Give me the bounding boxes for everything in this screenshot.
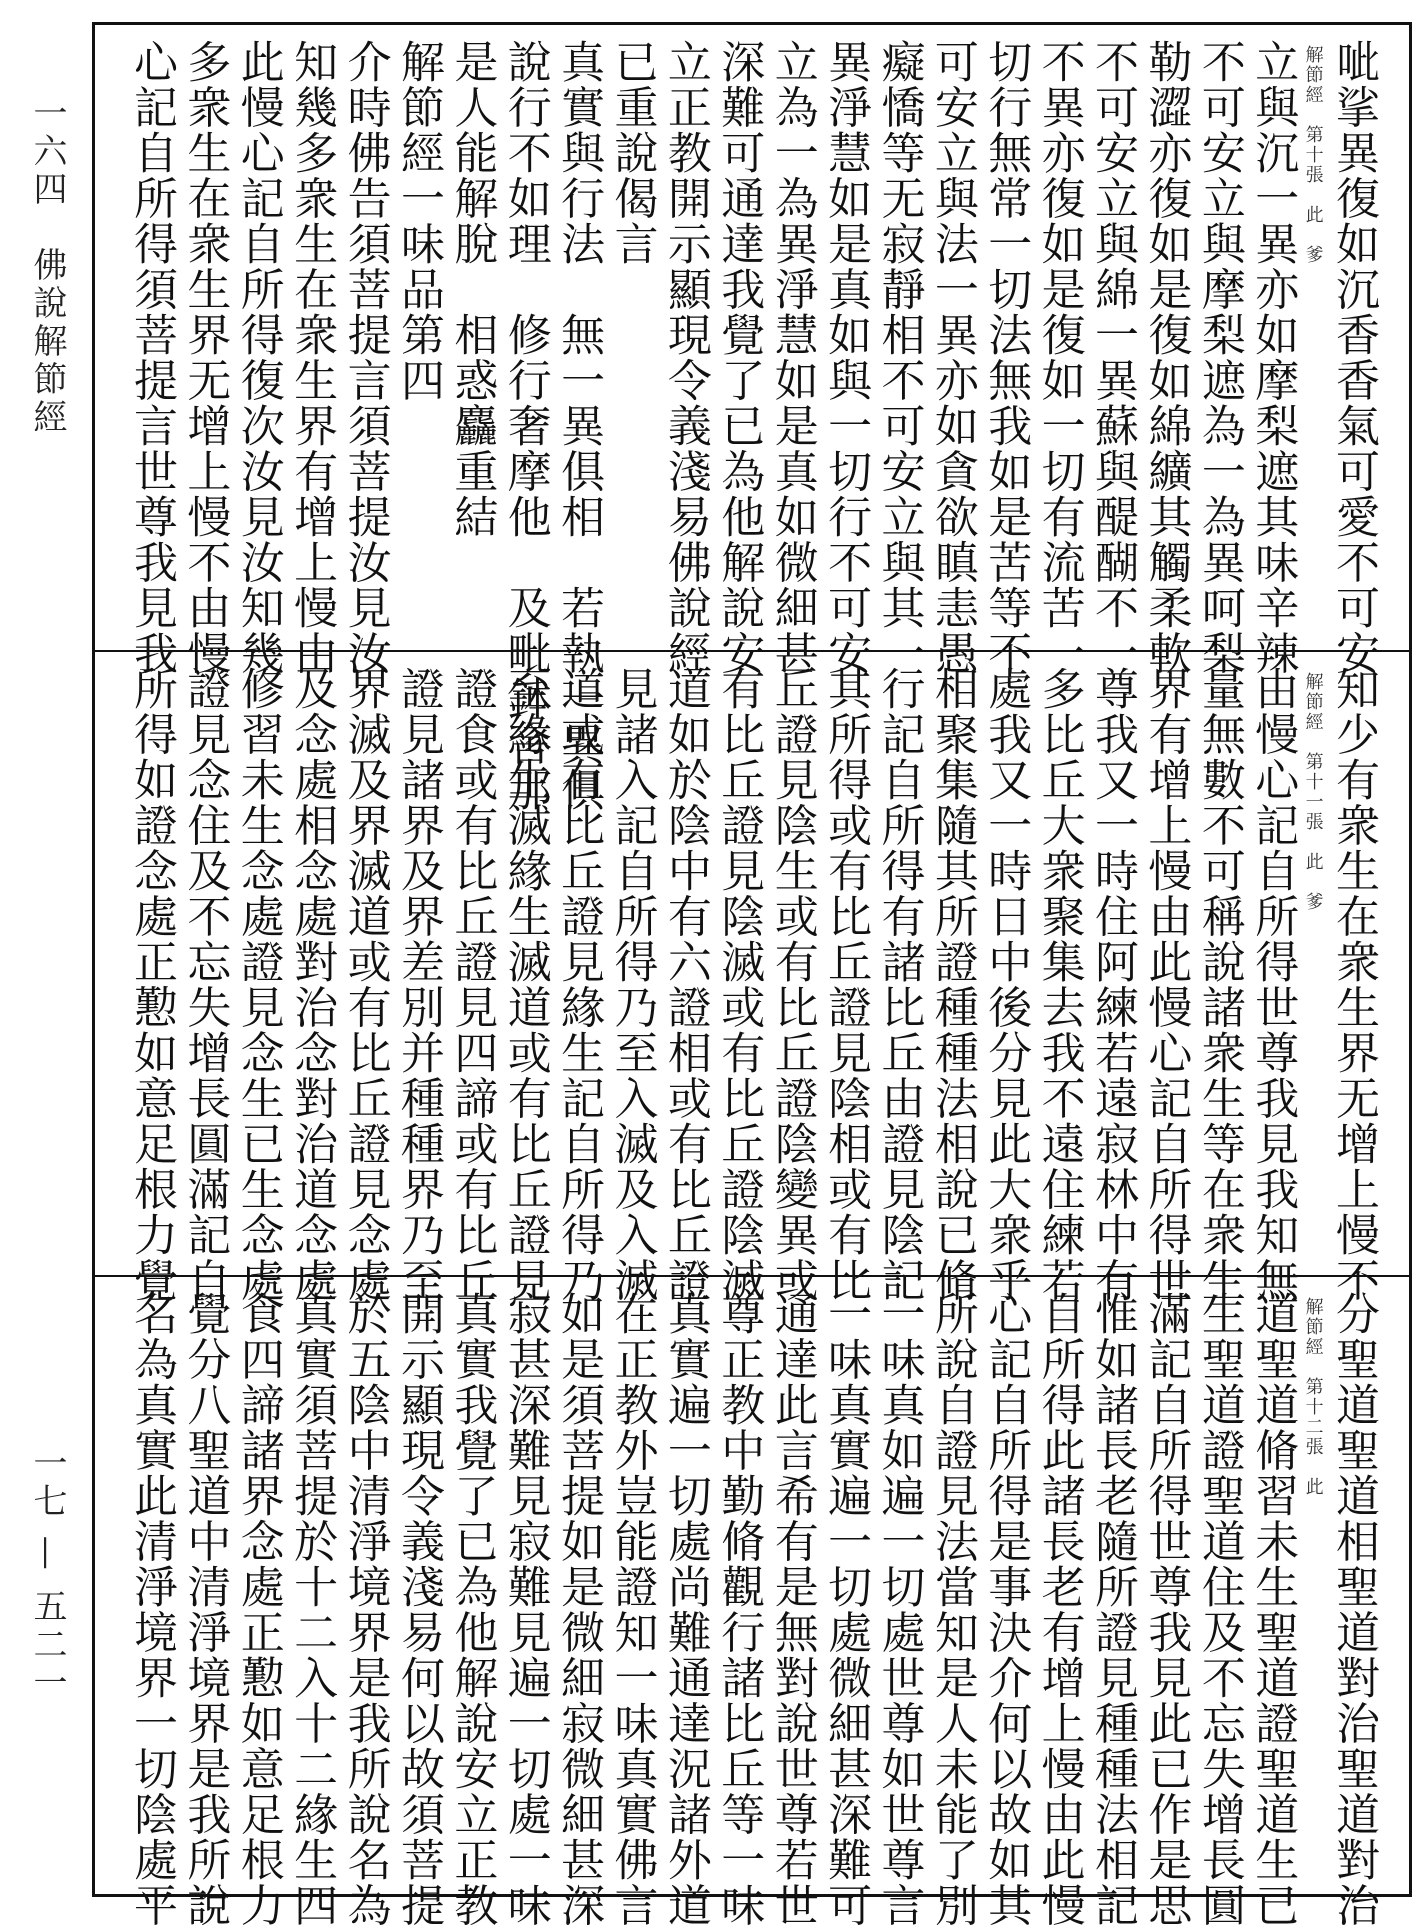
text-column: 道如於陰中有六證相或有比丘證 (659, 666, 711, 1303)
text-column: 惟如諸長老隨所證見種種法相記 (1087, 1291, 1139, 1928)
text-columns (126, 666, 1379, 1303)
text-column: 呲挲異復如沉香香氣可愛不可安 (1327, 39, 1379, 676)
text-column: 寂甚深難見寂難見遍一切處一味 (499, 1291, 551, 1928)
text-column: 多比丘大衆聚集去我不遠住練若 (1033, 666, 1085, 1303)
text-column: 行記自所得有諸比丘由證見陰記 (873, 666, 925, 1303)
text-column: 心記自所得是事決介何以故如其 (980, 1291, 1032, 1928)
text-column: 可安立與法一異亦如貪欲瞋恚愚 (926, 39, 978, 676)
text-column: 生聖道證聖道住及不忘失增長圓 (1193, 1291, 1245, 1928)
text-columns (126, 1291, 1379, 1928)
left-margin-title: 一六四 佛說解節經 (27, 95, 67, 437)
text-column: 修習未生念處證見念生已生念處 (232, 666, 284, 1303)
text-column: 知少有衆生在衆生界无增上慢不 (1327, 666, 1379, 1303)
text-column: 此慢心記自所得復次汝見汝知幾 (232, 39, 284, 676)
text-column: 證見諸界及界差別并種種界乃至 (392, 666, 444, 1303)
text-column: 通達此言希有是無對說世尊若世 (766, 1291, 818, 1928)
text-column: 癡憍等无寂靜相不可安立與其一 (873, 39, 925, 676)
text-column: 開示顯現令義淺易何以故須菩提 (392, 1291, 444, 1928)
text-column: 如是須菩提如是微細寂微細甚深 (553, 1291, 605, 1928)
text-column: 滿記自所得世尊我見此已作是思 (1140, 1291, 1192, 1928)
text-column: 立為一為異淨慧如是真如微細甚 (766, 39, 818, 676)
text-column: 其所得或有比丘證見陰相或有比 (820, 666, 872, 1303)
text-column: 勒澀亦復如是復如綿纊其觸柔軟 (1140, 39, 1192, 676)
text-column: 已重說偈言 (606, 39, 658, 267)
text-column: 及念處相念處對治念對治道念處 (286, 666, 338, 1303)
text-column: 真實與行法 無一異俱相 若執一異俱 (553, 39, 605, 813)
text-column: 介時佛告須菩提言須菩提汝見汝 (339, 39, 391, 676)
text-column: 由慢心記自所得世尊我見我知無 (1247, 666, 1299, 1303)
text-column: 道聖道脩習未生聖道證聖道生已 (1247, 1291, 1299, 1928)
text-column: 真實須菩提於十二入十二緣生四 (286, 1291, 338, 1928)
text-column: 證見念住及不忘失增長圓滿記自 (179, 666, 231, 1303)
text-column: 有比丘證見陰滅或有比丘證陰滅 (713, 666, 765, 1303)
text-column: 於五陰中清淨境界是我所說名為 (339, 1291, 391, 1928)
text-column: 界滅及界滅道或有比丘證見念處 (339, 666, 391, 1303)
text-column: 至緣生滅緣生滅道或有比丘證見 (499, 666, 551, 1303)
running-header: 解節經 第十一張 此 爹 (1302, 672, 1324, 912)
text-column: 在正教外豈能證知一味真實佛言 (606, 1291, 658, 1928)
text-column: 說行不如理 修行奢摩他 及毗鉢舍那 (499, 39, 551, 813)
panel-middle (95, 650, 1409, 1303)
text-column: 一味真實遍一切處微細甚深難可 (820, 1291, 872, 1928)
text-column: 切行無常一切法無我如是苦等不 (980, 39, 1032, 676)
text-column: 見諸入記自所得乃至入滅及入滅 (606, 666, 658, 1303)
left-margin-page-number: 一七 — 五二一 (27, 1445, 67, 1703)
text-column: 不異亦復如是復如一切有流苦一 (1033, 39, 1085, 676)
text-column: 道或有比丘證見緣生記自所得乃 (553, 666, 605, 1303)
text-column: 所得如證念處正懃如意足根力覺 (126, 666, 177, 1303)
text-column: 異淨慧如是真如與一切行不可安 (820, 39, 872, 676)
text-column: 知幾多衆生在衆生界有增上慢由 (286, 39, 338, 676)
text-column: 深難可通達我覺了已為他解說安 (713, 39, 765, 676)
text-column: 覺分八聖道中清淨境界是我所說 (179, 1291, 231, 1928)
panel-bottom (95, 1275, 1409, 1928)
running-header: 解節經 第十張 此 爹 (1302, 45, 1324, 265)
text-column: 立正教開示顯現令義淺易佛說經 (659, 39, 711, 676)
text-column: 處我又一時日中後分見此大衆乎 (980, 666, 1032, 1303)
text-column: 所說自證見法當知是人未能了別 (926, 1291, 978, 1928)
text-column: 心記自所得須菩提言世尊我見我 (126, 39, 177, 676)
text-column: 真實我覺了已為他解說安立正教 (446, 1291, 498, 1928)
text-column: 名為真實此清淨境界一切陰處平 (126, 1291, 177, 1928)
text-column: 分聖道聖道相聖道對治聖道對治 (1327, 1291, 1379, 1928)
text-column: 一味真如遍一切處世尊如世尊言 (873, 1291, 925, 1928)
text-column: 界有增上慢由此慢心記自所得世 (1140, 666, 1192, 1303)
text-column: 尊正教中勤脩觀行諸比丘等一味 (713, 1291, 765, 1928)
text-column: 相聚集隨其所證種種法相說已脩 (926, 666, 978, 1303)
text-column: 尊我又一時住阿練若遠寂林中有 (1087, 666, 1139, 1303)
text-column: 食四諦諸界念處正懃如意足根力 (232, 1291, 284, 1928)
text-column: 自所得此諸長老有增上慢由此慢 (1033, 1291, 1085, 1928)
running-header: 解節經 第十二張 此 (1302, 1297, 1324, 1497)
text-column: 是人能解脫 相惑麤重結 (446, 39, 498, 540)
text-column: 丘證見陰生或有比丘證陰變異或 (766, 666, 818, 1303)
text-column: 不可安立與摩梨遮為一為異呵梨 (1193, 39, 1245, 676)
text-column: 真實遍一切處尚難通達況諸外道 (659, 1291, 711, 1928)
text-column: 多衆生在衆生界无增上慢不由慢 (179, 39, 231, 676)
text-column: 解節經一味品第四 (392, 39, 444, 403)
text-column: 立與沉一異亦如摩梨遮其味辛辣 (1247, 39, 1299, 676)
text-column: 證食或有比丘證見四諦或有比丘 (446, 666, 498, 1303)
page-frame (92, 22, 1412, 1928)
text-column: 不可安立與綿一異蘇與醍醐不一 (1087, 39, 1139, 676)
text-column: 量無數不可稱說諸衆生等在衆生 (1193, 666, 1245, 1303)
